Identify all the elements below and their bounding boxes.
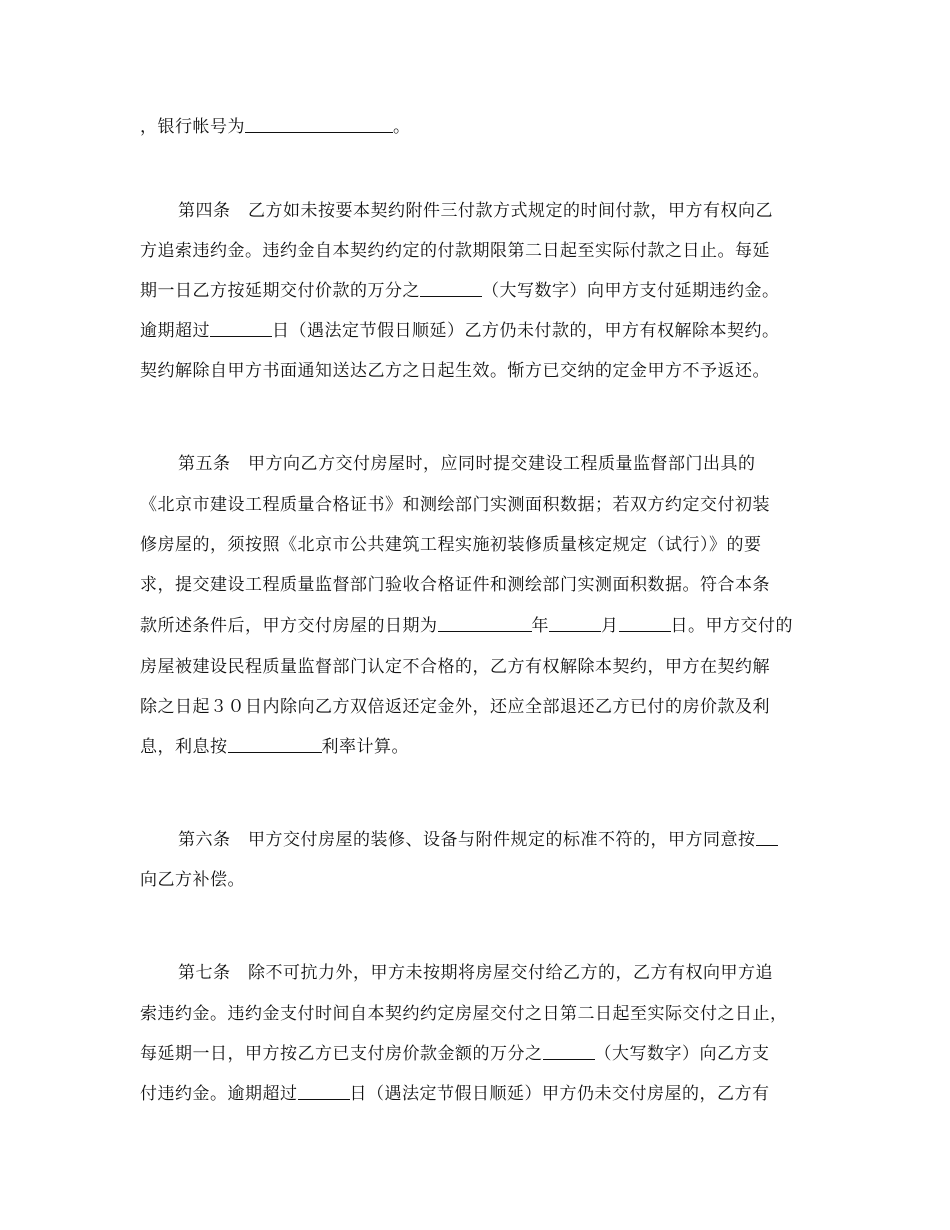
blank-field — [298, 1083, 350, 1100]
text: 年 — [531, 616, 549, 636]
blank-field — [420, 280, 482, 297]
text: 日（遇法定节假日顺延）乙方仍未付款的，甲方有权解除本契约。 — [272, 321, 780, 341]
blank-field — [228, 736, 322, 753]
article-4-line-3 — [140, 280, 820, 302]
article-6-line-1 — [178, 829, 858, 851]
text: 利率计算。 — [321, 737, 409, 757]
article-5-line-8 — [140, 736, 820, 758]
text: 契约解除自甲方书面通知送达乙方之日起生效。惭方已交纳的定金甲方不予返还。 — [140, 361, 770, 381]
blank-month — [549, 615, 601, 632]
article-4-line-4 — [140, 320, 820, 342]
text: ，银行帐号为 — [140, 117, 245, 137]
text: 逾期超过 — [140, 321, 210, 341]
text: （大写数字）向甲方支付延期违约金。 — [482, 281, 780, 301]
blank-field — [210, 320, 272, 337]
text: 。 — [393, 117, 411, 137]
text: 除之日起３０日内除向乙方双倍返还定金外，还应全部退还乙方已付的房价款及利 — [140, 697, 770, 717]
blank-field — [756, 829, 778, 846]
text: 方追索违约金。违约金自本契约约定的付款期限第二日起至实际付款之日止。每延 — [140, 241, 770, 261]
text: 息，利息按 — [140, 737, 228, 757]
text: 索违约金。违约金支付时间自本契约约定房屋交付之日第二日起至实际交付之日止， — [140, 1004, 788, 1024]
text: 日。甲方交付的 — [670, 616, 793, 636]
article-5-line-5 — [140, 615, 820, 637]
article-5-line-3 — [140, 534, 820, 556]
article-7-line-1 — [178, 962, 858, 984]
blank-field — [543, 1043, 595, 1060]
text: 第四条 乙方如未按要本契约附件三付款方式规定的时间付款，甲方有权向乙 — [178, 201, 773, 221]
text: 第七条 除不可抗力外，甲方未按期将房屋交付给乙方的，乙方有权向甲方追 — [178, 963, 773, 983]
blank-day — [619, 615, 671, 632]
article-5-line-6 — [140, 656, 820, 678]
text: 房屋被建设民程质量监督部门认定不合格的，乙方有权解除本契约，甲方在契约解 — [140, 657, 770, 677]
text: 款所述条件后，甲方交付房屋的日期为 — [140, 616, 438, 636]
article-4-line-2 — [140, 240, 820, 262]
article-5-line-1 — [178, 453, 858, 475]
article-7-line-4 — [140, 1083, 820, 1105]
text: 求，提交建设工程质量监督部门验收合格证件和测绘部门实测面积数据。符合本条 — [140, 575, 770, 595]
text: 每延期一日，甲方按乙方已支付房价款金额的万分之 — [140, 1044, 543, 1064]
article-4-line-5 — [140, 360, 820, 382]
article-7-line-2 — [140, 1003, 820, 1025]
article-5-line-2 — [140, 494, 820, 516]
text: 期一日乙方按延期交付价款的万分之 — [140, 281, 420, 301]
text: 日（遇法定节假日顺延）甲方仍未交付房屋的，乙方有 — [349, 1084, 770, 1104]
article-4-line-1 — [178, 200, 858, 222]
text: 第五条 甲方向乙方交付房屋时，应同时提交建设工程质量监督部门出具的 — [178, 454, 756, 474]
text: 向乙方补偿。 — [140, 870, 245, 890]
article-7-line-3 — [140, 1043, 820, 1065]
text: （大写数字）向乙方支 — [594, 1044, 770, 1064]
text: 月 — [601, 616, 619, 636]
bank-account-line — [140, 116, 820, 138]
text: 付违约金。逾期超过 — [140, 1084, 298, 1104]
article-5-line-4 — [140, 574, 820, 596]
article-6-line-2 — [140, 869, 820, 891]
text: 第六条 甲方交付房屋的装修、设备与附件规定的标准不符的，甲方同意按 — [178, 830, 756, 850]
blank-field — [245, 116, 393, 133]
text: 修房屋的，须按照《北京市公共建筑工程实施初装修质量核定规定（试行）》的要 — [140, 535, 762, 555]
article-5-line-7 — [140, 696, 820, 718]
blank-year — [438, 615, 532, 632]
text: 《北京市建设工程质量合格证书》和测绘部门实测面积数据；若双方约定交付初装 — [140, 495, 770, 515]
